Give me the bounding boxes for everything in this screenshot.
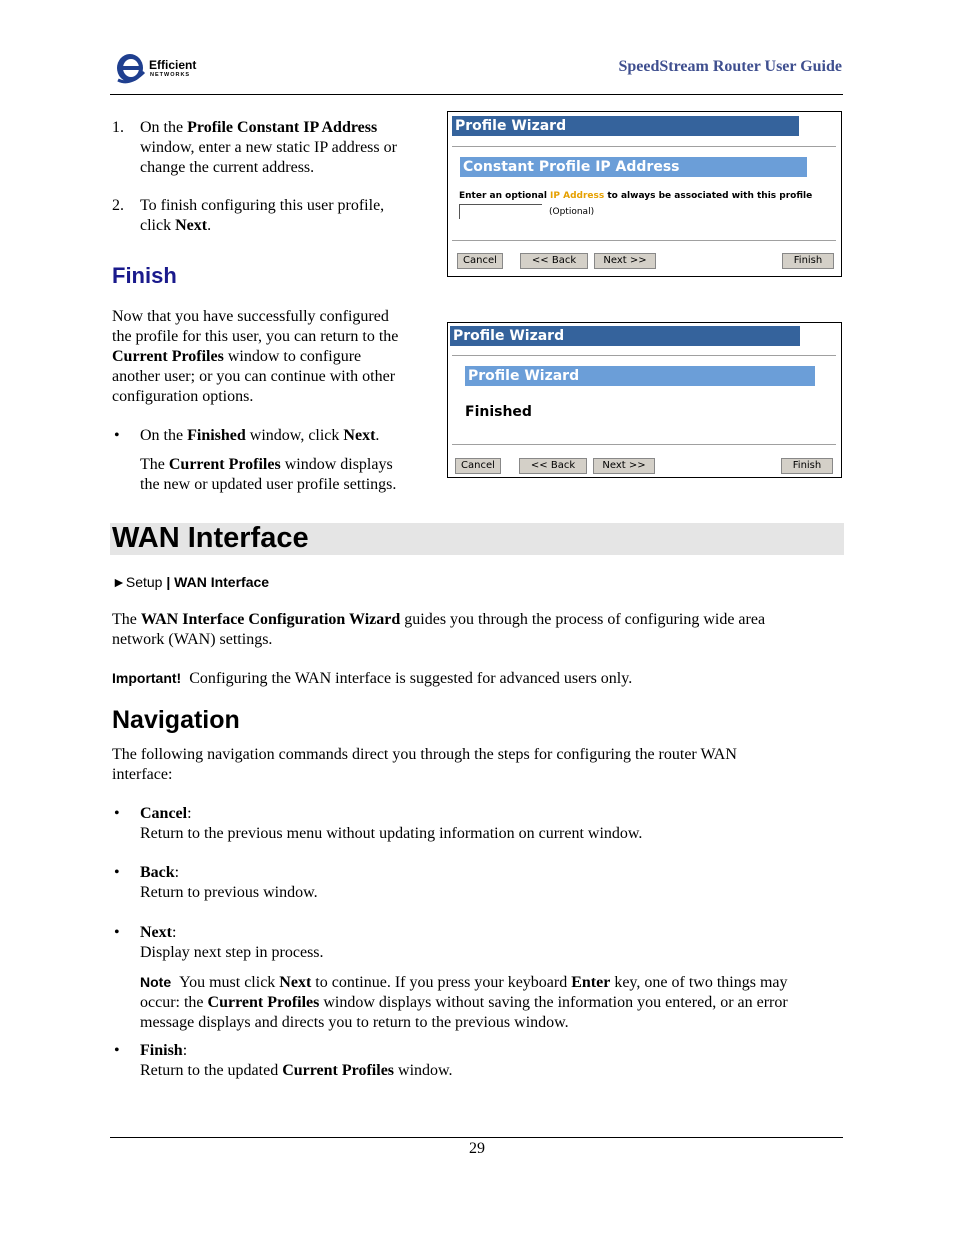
nav-item-back: Back: Return to previous window. — [140, 864, 318, 901]
wizard-title-bar: Profile Wizard — [452, 116, 799, 136]
ip-prompt: Enter an optional IP Address to always be associated with this profile — [459, 191, 813, 201]
breadcrumb-setup[interactable]: Setup — [125, 574, 163, 590]
bullet-dot: • — [114, 805, 120, 822]
optional-label: (Optional) — [549, 207, 595, 217]
important-note: Important! Configuring the WAN interface is suggested for advanced users only. — [112, 670, 633, 687]
back-button[interactable]: << Back — [520, 253, 588, 269]
footer-rule — [110, 1137, 843, 1138]
wan-intro: The WAN Interface Configuration Wizard guides you through the process of configuring wide area network (WAN) settings. — [112, 611, 766, 648]
page-number: 29 — [469, 1140, 485, 1157]
finish-bullet: On the Finished window, click Next. — [140, 427, 380, 444]
note-paragraph: Note You must click Next to continue. If you press your keyboard Enter key, one of two things may occur: the Current Profiles window displays without saving the information you entered, or an error message displays and directs you to return to the previous window. — [140, 974, 788, 1031]
logo-word-networks: NETWORKS — [150, 72, 191, 78]
finish-bullet-detail: The Current Profiles window displays the new or updated user profile settings. — [140, 456, 397, 493]
wizard-divider-bottom — [452, 240, 836, 241]
finish-button[interactable]: Finish — [782, 253, 834, 269]
wizard-subtitle-bar: Constant Profile IP Address — [460, 157, 807, 177]
navigation-intro: The following navigation commands direct you through the steps for configuring the router WAN interface: — [112, 746, 737, 783]
next-button[interactable]: Next >> — [593, 458, 655, 474]
finish-button[interactable]: Finish — [781, 458, 833, 474]
wizard-divider — [452, 355, 836, 356]
next-button[interactable]: Next >> — [594, 253, 656, 269]
finish-paragraph: Now that you have successfully configured the profile for this user, you can return to the Current Profiles window to configure another user; or you can continue with other configuration options. — [112, 308, 399, 405]
guide-title: SpeedStream Router User Guide — [618, 58, 842, 75]
cancel-button[interactable]: Cancel — [455, 458, 501, 474]
breadcrumb: ►Setup | WAN Interface — [112, 574, 270, 590]
wizard-divider — [452, 146, 836, 147]
ip-address-input[interactable] — [459, 204, 542, 219]
step-1-text: On the Profile Constant IP Address window, enter a new static IP address or change the current address. — [140, 119, 397, 176]
breadcrumb-wan-interface[interactable]: WAN Interface — [174, 574, 270, 590]
finished-message: Finished — [465, 404, 532, 420]
wizard-constant-ip-screenshot — [447, 111, 842, 277]
arrow-icon: ► — [112, 574, 126, 590]
wizard-subtitle-bar: Profile Wizard — [465, 366, 815, 386]
nav-item-cancel: Cancel: Return to the previous menu without updating information on current window. — [140, 805, 643, 842]
wizard-title-bar: Profile Wizard — [450, 326, 800, 346]
wizard-finished-screenshot — [447, 322, 842, 478]
step-2-number: 2. — [112, 197, 124, 214]
bullet-dot: • — [114, 864, 120, 881]
navigation-heading: Navigation — [112, 706, 240, 734]
finish-heading: Finish — [112, 263, 177, 288]
back-button[interactable]: << Back — [519, 458, 587, 474]
nav-item-finish: Finish: Return to the updated Current Profiles window. — [140, 1042, 453, 1079]
header-rule — [110, 94, 843, 95]
nav-item-next: Next: Display next step in process. — [140, 924, 324, 961]
wizard-divider-bottom — [452, 444, 836, 445]
logo-word-efficient: Efficient — [149, 58, 197, 72]
step-1-number: 1. — [112, 119, 124, 136]
efficient-networks-logo — [114, 52, 214, 84]
wan-interface-heading: WAN Interface — [112, 522, 309, 554]
cancel-button[interactable]: Cancel — [457, 253, 503, 269]
step-2-text: To finish configuring this user profile, click Next. — [140, 197, 385, 234]
bullet-dot: • — [114, 427, 120, 444]
bullet-dot: • — [114, 924, 120, 941]
bullet-dot: • — [114, 1042, 120, 1059]
